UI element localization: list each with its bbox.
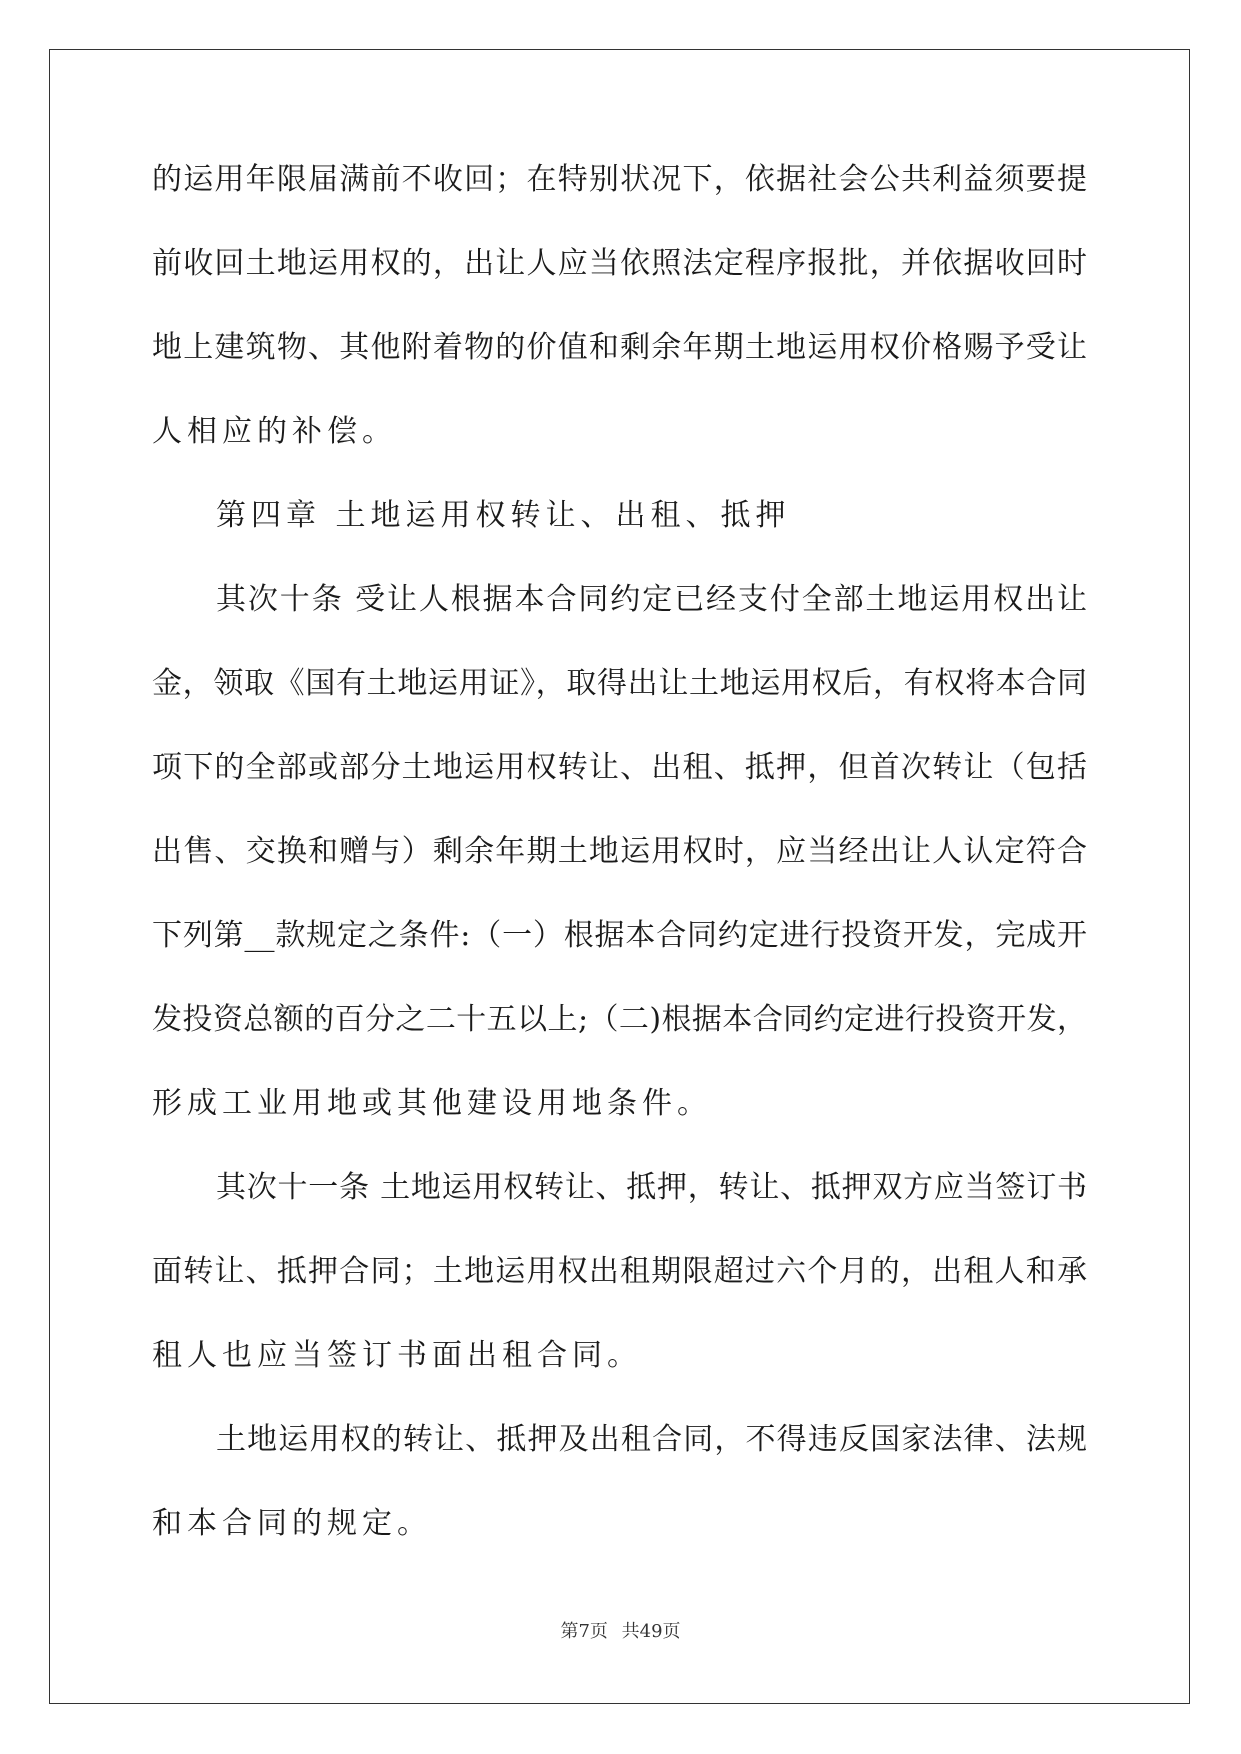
text-line: 人相应的补偿。 xyxy=(152,414,397,449)
page-number: 第7页 xyxy=(560,1621,608,1642)
text-line: 的运用年限届满前不收回；在特别状况下，依据社会公共利益须要提 xyxy=(152,162,1087,197)
text-line: 和本合同的规定。 xyxy=(152,1506,432,1541)
text-line: 项下的全部或部分土地运用权转让、出租、抵押，但首次转让（包括 xyxy=(152,750,1087,785)
page-footer xyxy=(0,1620,1241,1644)
page-total: 共49页 xyxy=(621,1621,681,1642)
text-line: 租人也应当签订书面出租合同。 xyxy=(152,1338,642,1373)
text-line: 其次十条 受让人根据本合同约定已经支付全部土地运用权出让 xyxy=(216,582,1087,617)
text-line: 地上建筑物、其他附着物的价值和剩余年期土地运用权价格赐予受让 xyxy=(152,330,1087,365)
text-line: 形成工业用地或其他建设用地条件。 xyxy=(152,1086,712,1121)
chapter-heading: 第四章 土地运用权转让、出租、抵押 xyxy=(216,498,791,533)
text-line: 下列第__款规定之条件:（一）根据本合同约定进行投资开发，完成开 xyxy=(152,918,1087,953)
text-line: 金，领取《国有土地运用证》，取得出让土地运用权后，有权将本合同 xyxy=(152,666,1087,701)
text-line: 发投资总额的百分之二十五以上;（二)根据本合同约定进行投资开发， xyxy=(152,1002,1087,1037)
text-line: 其次十一条 土地运用权转让、抵押，转让、抵押双方应当签订书 xyxy=(216,1170,1087,1205)
text-line: 前收回土地运用权的，出让人应当依照法定程序报批，并依据收回时 xyxy=(152,246,1087,281)
text-line: 出售、交换和赠与）剩余年期土地运用权时，应当经出让人认定符合 xyxy=(152,834,1087,869)
text-line: 土地运用权的转让、抵押及出租合同，不得违反国家法律、法规 xyxy=(216,1422,1087,1457)
text-line: 面转让、抵押合同；土地运用权出租期限超过六个月的，出租人和承 xyxy=(152,1254,1087,1289)
